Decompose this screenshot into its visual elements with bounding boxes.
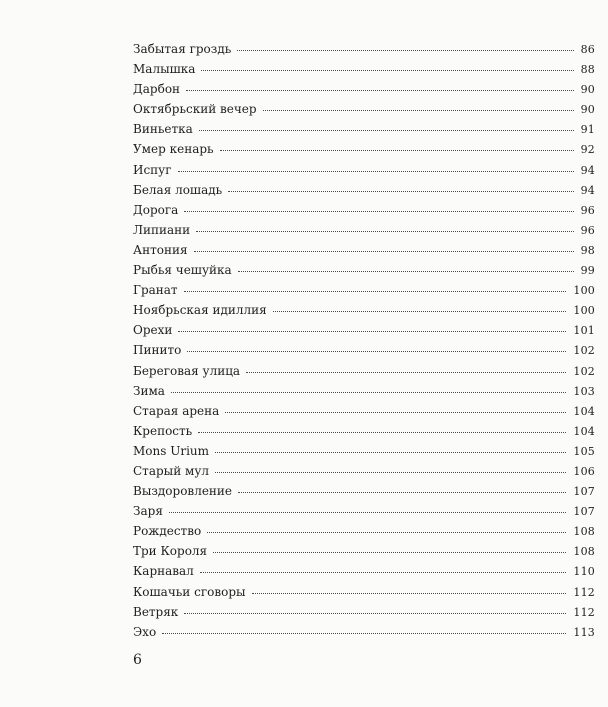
dot-leader (162, 632, 566, 634)
dot-leader (246, 371, 566, 373)
toc-entry-title: Старый мул (133, 463, 210, 478)
toc-entry-title: Ветряк (133, 604, 179, 619)
dot-leader (184, 612, 566, 614)
toc-entry-page: 100 (573, 284, 595, 298)
dot-leader (201, 69, 573, 71)
toc-entry-page: 92 (580, 143, 595, 157)
toc-entry-page: 107 (573, 485, 595, 499)
toc-entry-title: Зима (133, 383, 165, 398)
dot-leader (184, 290, 567, 292)
toc-entry (133, 602, 595, 622)
dot-leader (273, 310, 567, 312)
dot-leader (220, 149, 574, 151)
toc-entry (133, 240, 595, 260)
toc-entry-page: 90 (580, 83, 595, 97)
toc-entry (133, 622, 595, 642)
toc-entry (133, 39, 595, 59)
toc-entry-page: 112 (573, 605, 595, 619)
toc-entry-title: Забытая гроздь (133, 42, 232, 56)
toc-entry-page: 96 (580, 223, 595, 237)
toc-entry-page: 96 (580, 203, 595, 217)
toc-entry-page: 99 (580, 264, 595, 278)
dot-leader (228, 190, 573, 192)
dot-leader (263, 109, 574, 111)
toc-entry-title: Антония (133, 242, 188, 257)
toc-entry-page: 91 (580, 123, 595, 137)
toc-entry (133, 421, 595, 441)
dot-leader (207, 531, 566, 533)
toc-entry-title: Выздоровление (133, 484, 233, 499)
toc-entry (133, 119, 595, 139)
toc-entry-title: Октябрьский вечер (133, 102, 257, 117)
toc-entry (133, 220, 595, 240)
toc-entry-title: Малышка (133, 62, 196, 77)
toc-entry-title: Гранат (133, 283, 178, 298)
toc-entry (133, 541, 595, 561)
dot-leader (237, 49, 573, 51)
dot-leader (238, 270, 574, 272)
dot-leader (169, 511, 567, 513)
toc-entry-title: Эхо (133, 624, 157, 639)
toc-entry-title: Крепость (133, 423, 193, 438)
dot-leader (225, 411, 566, 413)
dot-leader (213, 551, 566, 553)
toc-entry (133, 99, 595, 119)
toc-entry-title: Умер кенарь (133, 142, 214, 157)
toc-entry (133, 461, 595, 481)
toc-entry-title: Испуг (133, 162, 172, 177)
dot-leader (194, 250, 574, 252)
toc-entry (133, 401, 595, 421)
toc-entry-page: 113 (573, 625, 595, 639)
dot-leader (238, 491, 566, 493)
toc-entry-title: Mons Urium (133, 443, 210, 458)
toc-entry-page: 105 (573, 444, 595, 458)
toc-entry-page: 112 (573, 585, 595, 599)
toc-entry-page: 103 (573, 384, 595, 398)
toc-entry-title: Старая арена (133, 403, 220, 418)
toc-entry-page: 107 (573, 505, 595, 519)
toc-entry-page: 94 (580, 183, 595, 197)
dot-leader (171, 391, 566, 393)
toc-entry-title: Дорога (133, 202, 179, 217)
toc-entry-page: 104 (573, 404, 595, 418)
toc-entry (133, 561, 595, 581)
toc-entry (133, 381, 595, 401)
toc-entry-page: 101 (573, 324, 595, 338)
toc-entry (133, 320, 595, 340)
toc-entry-page: 86 (580, 43, 595, 56)
toc-entry-title: Белая лошадь (133, 182, 223, 197)
toc-entry-title: Ноябрьская идиллия (133, 303, 267, 318)
toc-entry-page: 98 (580, 243, 595, 257)
dot-leader (187, 350, 566, 352)
dot-leader (200, 571, 567, 573)
toc-entry-title: Кошачьи сговоры (133, 584, 246, 599)
toc-entry (133, 280, 595, 300)
toc-entry-title: Орехи (133, 323, 173, 338)
toc-entry-title: Карнавал (133, 564, 194, 579)
toc-entry-page: 108 (573, 525, 595, 539)
toc-entry-title: Рыбья чешуйка (133, 263, 232, 278)
dot-leader (198, 431, 566, 433)
toc-entry (133, 79, 595, 99)
toc-entry-page: 108 (573, 545, 595, 559)
dot-leader (215, 451, 566, 453)
toc-entry-page: 88 (580, 63, 595, 77)
toc-entry (133, 260, 595, 280)
toc-entry-title: Виньетка (133, 122, 193, 137)
toc-entry-title: Заря (133, 504, 163, 519)
toc-entry (133, 139, 595, 159)
toc-entry-page: 102 (573, 344, 595, 358)
table-of-contents (133, 39, 595, 642)
toc-entry (133, 441, 595, 461)
toc-entry-title: Пинито (133, 343, 182, 358)
dot-leader (215, 471, 566, 473)
toc-entry (133, 582, 595, 602)
toc-entry-page: 110 (573, 565, 595, 579)
dot-leader (178, 170, 574, 172)
toc-entry (133, 300, 595, 320)
dot-leader (196, 230, 573, 232)
dot-leader (186, 89, 574, 91)
dot-leader (252, 592, 567, 594)
toc-entry-title: Три Короля (133, 544, 208, 559)
toc-entry-title: Рождество (133, 524, 202, 539)
toc-entry-page: 94 (580, 163, 595, 177)
toc-entry-page: 106 (573, 464, 595, 478)
toc-entry (133, 180, 595, 200)
dot-leader (184, 210, 573, 212)
toc-entry-title: Дарбон (133, 82, 181, 97)
toc-entry (133, 481, 595, 501)
toc-entry (133, 200, 595, 220)
toc-entry (133, 521, 595, 541)
toc-entry-page: 100 (573, 304, 595, 318)
toc-entry (133, 59, 595, 79)
toc-entry (133, 361, 595, 381)
dot-leader (178, 330, 566, 332)
toc-entry-title: Береговая улица (133, 363, 241, 378)
toc-entry-page: 102 (573, 364, 595, 378)
toc-entry (133, 160, 595, 180)
toc-entry-page: 104 (573, 424, 595, 438)
dot-leader (199, 129, 574, 131)
toc-entry (133, 340, 595, 360)
toc-entry (133, 501, 595, 521)
toc-entry-page: 90 (580, 103, 595, 117)
page-number: 6 (133, 652, 142, 668)
toc-entry-title: Липиани (133, 222, 191, 237)
